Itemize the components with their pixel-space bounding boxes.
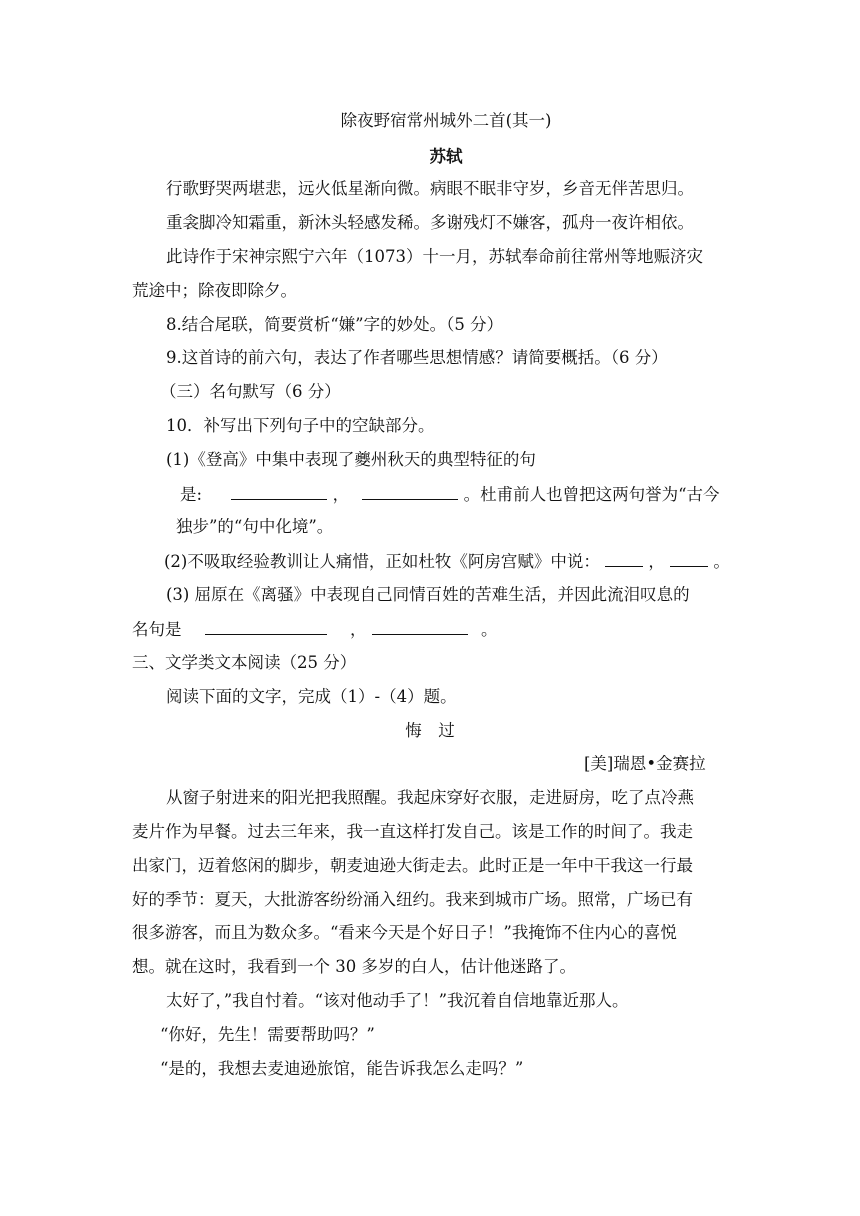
story-line-2: 麦片作为早餐。过去三年来，我一直这样打发自己。该是工作的时间了。我走 <box>132 822 693 841</box>
story-line-1: 从窗子射进来的阳光把我照醒。我起床穿好衣服，走进厨房，吃了点冷燕 <box>166 788 694 807</box>
answer-blank-3[interactable] <box>605 550 643 567</box>
story-line-5: 很多游客，而且为数众多。“看来今天是个好日子！”我掩饰不住内心的喜悦 <box>132 923 677 942</box>
story-line-4: 好的季节：夏天，大批游客纷纷涌入纽约。我来到城市广场。照常，广场已有 <box>132 890 693 909</box>
poem-line-1: 行歌野哭两堪悲，远火低星渐向微。病眼不眠非守岁，乡音无伴苦思归。 <box>166 179 694 198</box>
answer-blank-2[interactable] <box>362 483 458 500</box>
q10-1-prefix: 是: <box>180 485 203 504</box>
q10-1-suffix: 。杜甫前人也曾把这两句誉为“古今 <box>463 485 720 504</box>
reading-instruction: 阅读下面的文字，完成（1）-（4）题。 <box>166 687 457 706</box>
poem-line-2: 重衾脚冷知霜重，新沐头轻感发稀。多谢残灯不嫌客，孤舟一夜许相依。 <box>166 213 694 232</box>
section-heading-reading: 三、文学类文本阅读（25 分） <box>132 653 357 672</box>
question-8: 8.结合尾联，简要赏析“嫌”字的妙处。（5 分） <box>166 315 504 334</box>
question-10-1-line-2 <box>180 483 720 506</box>
poem-note-line-1: 此诗作于宋神宗熙宁六年（1073）十一月，苏轼奉命前往常州等地赈济灾 <box>166 247 703 266</box>
poem-note-line-2: 荒途中；除夜即除夕。 <box>132 281 297 300</box>
q10-3-separator: ， <box>350 620 367 639</box>
question-9: 9.这首诗的前六句，表达了作者哪些思想情感？请简要概括。（6 分） <box>166 348 668 367</box>
answer-blank-4[interactable] <box>670 550 708 567</box>
story-line-9: “是的，我想去麦迪逊旅馆，能告诉我怎么走吗？” <box>160 1059 524 1078</box>
question-10-1-line-1: (1)《登高》中集中表现了夔州秋天的典型特征的句 <box>166 450 536 469</box>
answer-blank-6[interactable] <box>372 618 468 635</box>
q10-1-separator: ， <box>332 485 350 504</box>
question-10-2 <box>164 550 730 573</box>
story-line-7: 太好了，”我自忖着。“该对他动手了！”我沉着自信地靠近那人。 <box>166 991 629 1010</box>
question-10-3-line-2 <box>132 618 498 641</box>
q10-2-separator: ， <box>648 552 665 571</box>
story-line-6: 想。就在这时，我看到一个 30 多岁的白人，估计他迷路了。 <box>132 957 576 976</box>
answer-blank-5[interactable] <box>205 618 327 635</box>
story-line-8: “你好，先生！需要帮助吗？” <box>160 1025 375 1044</box>
poem-author: 苏轼 <box>429 147 463 166</box>
story-author: [美]瑞恩•金赛拉 <box>584 754 706 773</box>
story-title: 悔 过 <box>405 721 455 740</box>
question-10-1-line-3: 独步”的“句中化境”。 <box>176 517 334 536</box>
question-10-3-line-1: (3) 屈原在《离骚》中表现自己同情百姓的苦难生活，并因此流泪叹息的 <box>166 585 690 604</box>
answer-blank-1[interactable] <box>231 483 327 500</box>
q10-2-end: 。 <box>713 552 730 571</box>
poem-title: 除夜野宿常州城外二首(其一) <box>340 111 552 130</box>
q10-3-end: 。 <box>481 620 498 639</box>
story-line-3: 出家门，迈着悠闲的脚步，朝麦迪逊大街走去。此时正是一年中干我这一行最 <box>132 856 693 875</box>
q10-3-prefix: 名句是 <box>132 620 182 639</box>
question-10: 10．补写出下列句子中的空缺部分。 <box>166 416 435 435</box>
section-heading-recitation: （三）名句默写（6 分） <box>160 382 341 401</box>
q10-2-prefix: (2)不吸取经验教训让人痛惜，正如杜牧《阿房宫赋》中说： <box>164 552 600 571</box>
